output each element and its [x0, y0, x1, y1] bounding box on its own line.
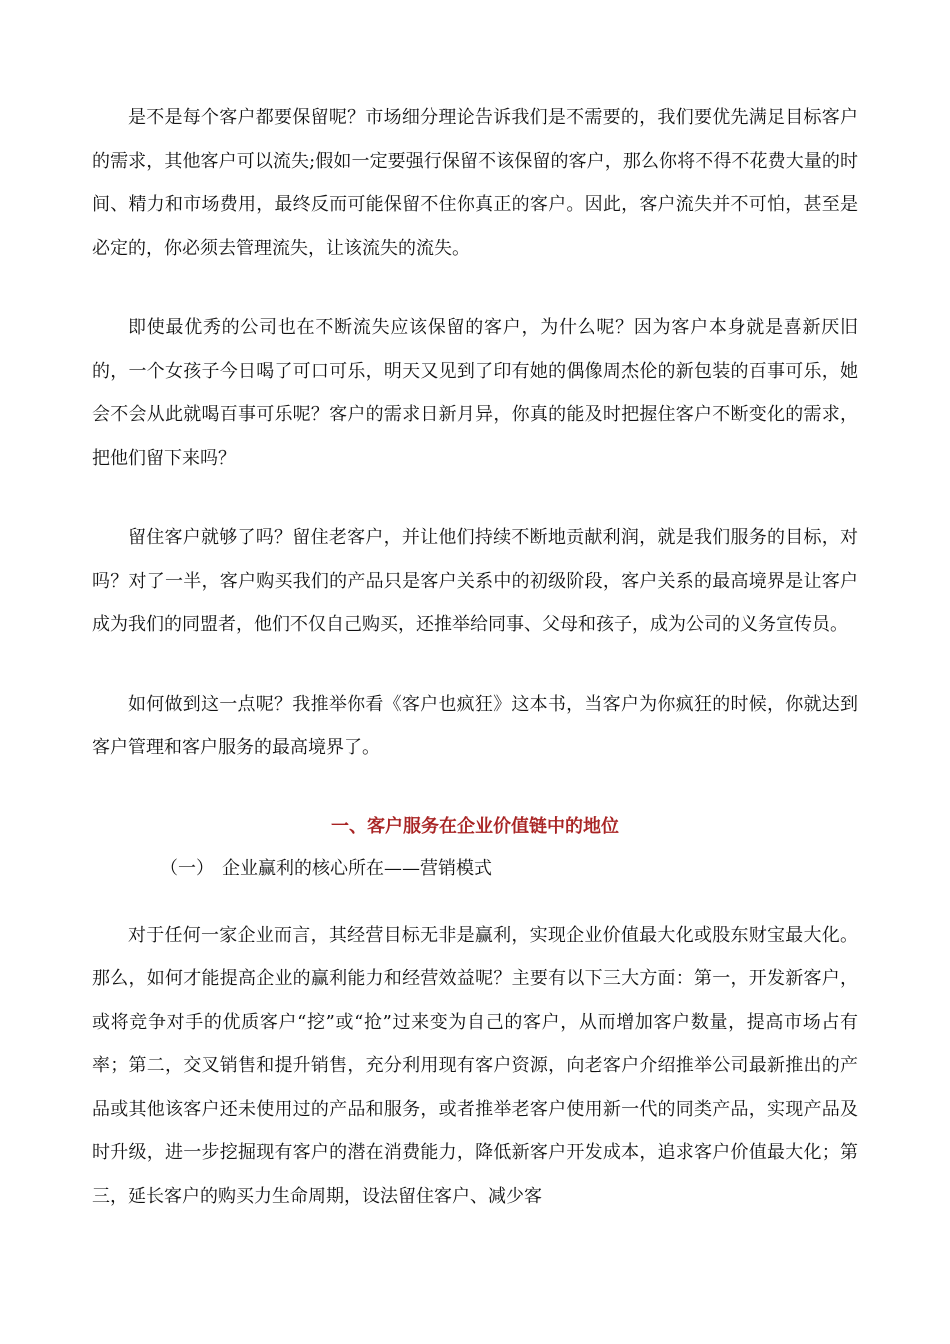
paragraph-gap	[92, 890, 858, 914]
paragraph-profit-strategies: 对于任何一家企业而言，其经营目标无非是赢利，实现企业价值最大化或股东财宝最大化。那么，如何才能提高企业的赢利能力和经营效益呢？主要有以下三大方面：第一，开发新客户，或将竞争对手的优质客户“挖”或“抢”过来变为自己的客户，从而增加客户数量，提高市场占有率；第二，交叉销售和提升销售，充分利用现有客户资源，向老客户介绍推举公司最新推出的产品或其他该客户还未使用过的产品和服务，或者推举老客户使用新一代的同类产品，实现产品及时升级，进一步挖掘现有客户的潜在消费能力，降低新客户开发成本，追求客户价值最大化；第三，延长客户的购买力生命周期，设法留住客户、减少客	[92, 924, 858, 1207]
paragraph-customer-retention: 是不是每个客户都要保留呢？市场细分理论告诉我们是不需要的，我们要优先满足目标客户的需求，其他客户可以流失;假如一定要强行保留不该保留的客户，那么你将不得不花费大量的时间、精力和市场费用，最终反而可能保留不住你真正的客户。因此，客户流失并不可怕，甚至是必定的，你必须去管理流失，让该流失的流失。	[92, 107, 858, 259]
paragraph-customer-alliance: 留住客户就够了吗？留住老客户，并让他们持续不断地贡献利润，就是我们服务的目标，对吗？对了一半，客户购买我们的产品只是客户关系中的初级阶段，客户关系的最高境界是让客户成为我们的同盟者，他们不仅自己购买，还推举给同事、父母和孩子，成为公司的义务宣传员。	[92, 527, 858, 635]
paragraph-gap	[92, 770, 858, 806]
subsection-heading	[92, 848, 858, 890]
subsection-title: 企业赢利的核心所在——营销模式	[222, 857, 492, 879]
paragraph-gap	[92, 647, 858, 683]
paragraph-customer-churn: 即使最优秀的公司也在不断流失应该保留的客户，为什么呢？因为客户本身就是喜新厌旧的，一个女孩子今日喝了可口可乐，明天又见到了印有她的偶像周杰伦的新包装的百事可乐，她会不会从此就喝百事可乐呢？客户的需求日新月异，你真的能及时把握住客户不断变化的需求，把他们留下来吗？	[92, 317, 858, 469]
paragraph-gap	[92, 480, 858, 516]
paragraph-book-recommendation: 如何做到这一点呢？我推举你看《客户也疯狂》这本书，当客户为你疯狂的时候，你就达到客户管理和客户服务的最高境界了。	[92, 693, 858, 758]
section-heading: 一、客户服务在企业价值链中的地位	[331, 815, 619, 837]
subsection-number: （一）	[160, 857, 214, 879]
paragraph-gap	[92, 270, 858, 306]
